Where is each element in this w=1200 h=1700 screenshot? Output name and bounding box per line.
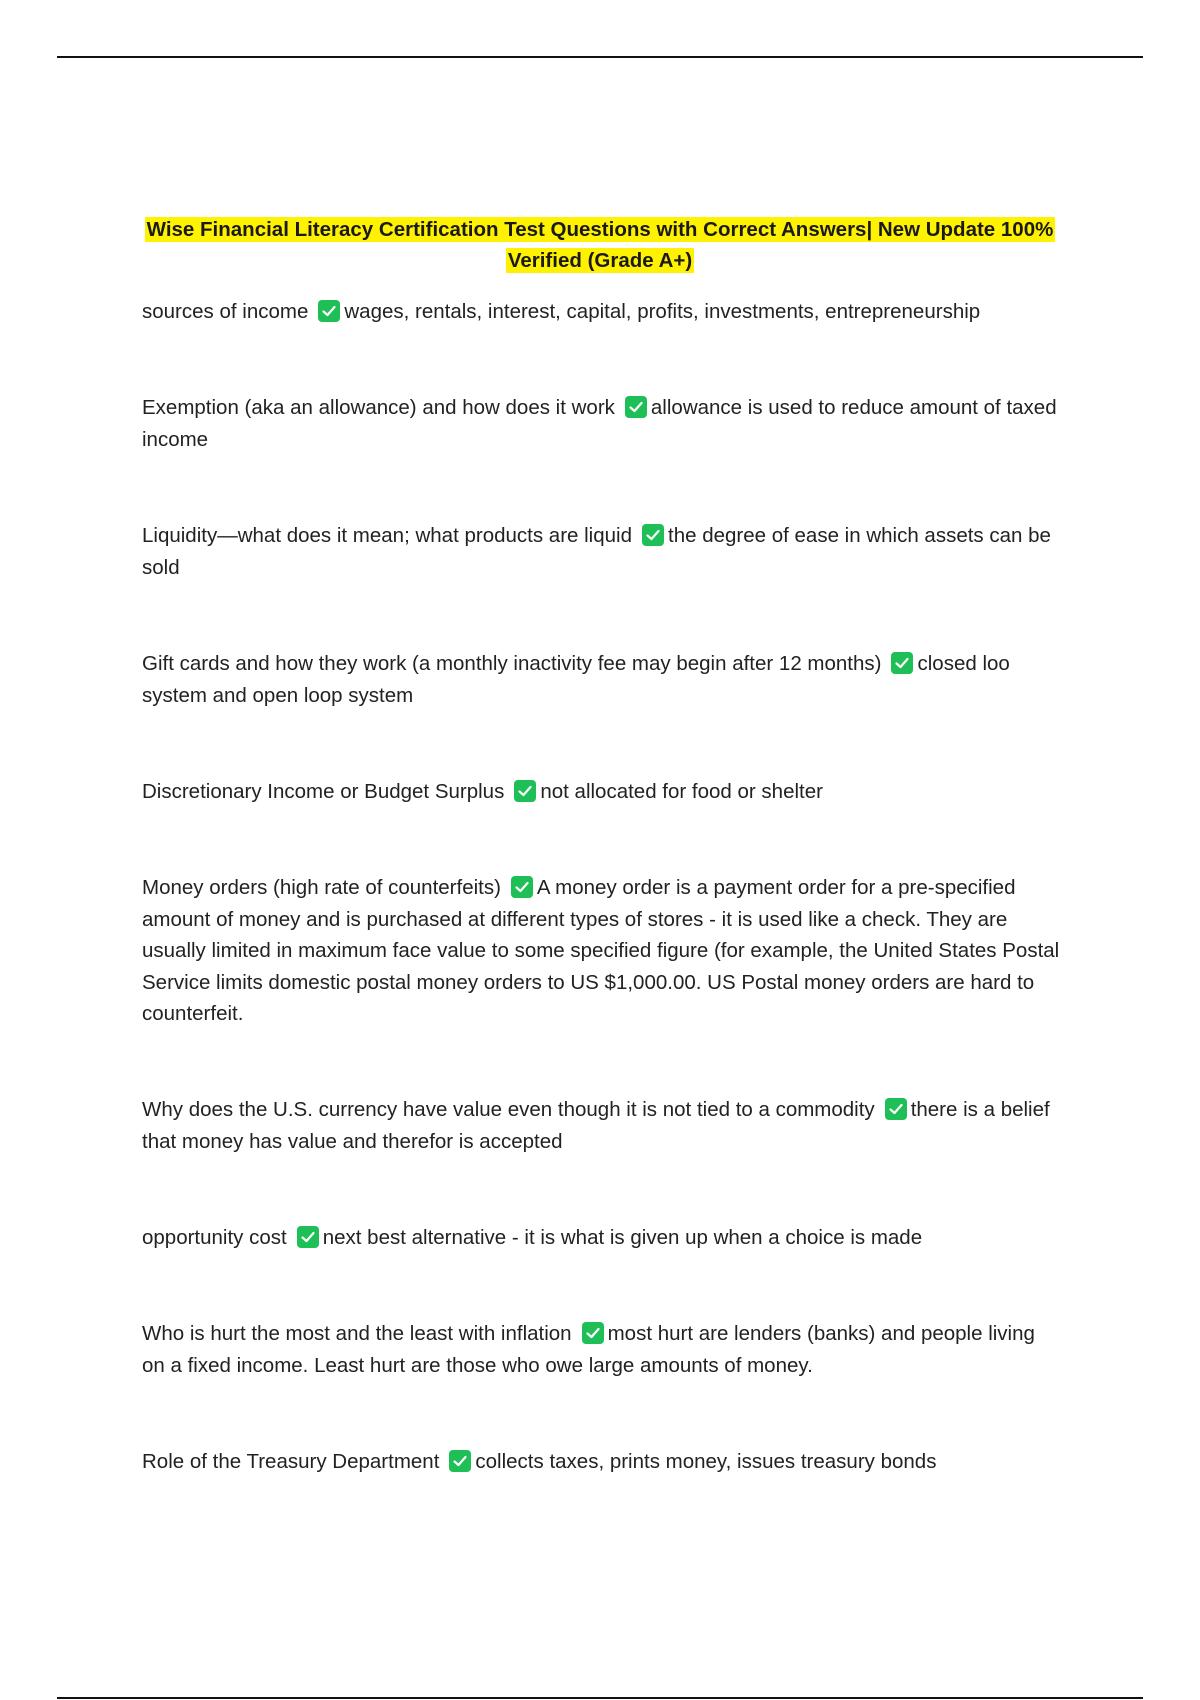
answer-text: the degree of ease in which assets can be sold — [142, 524, 1051, 579]
question-text: opportunity cost — [142, 1226, 287, 1249]
question-text: Liquidity—what does it mean; what products are liquid — [142, 524, 632, 547]
answer-text: there is a belief that money has value and therefor is accepted — [142, 1098, 1050, 1153]
check-icon — [625, 396, 647, 418]
answer-text: collects taxes, prints money, issues treasury bonds — [475, 1450, 937, 1473]
answer-text: A money order is a payment order for a pre-specified amount of money and is purchased at different types of stores - it is used like a check. They are usually limited in maximum face value to some specified figure (for example, the United States Postal Service limits domestic postal money orders to US $1,000.00. US Postal money orders are hard to counterfeit. — [142, 876, 1060, 1025]
question-text: sources of income — [142, 300, 309, 323]
qa-item — [142, 872, 1062, 1030]
document-title — [140, 214, 1060, 276]
check-icon — [449, 1450, 471, 1472]
check-icon — [885, 1098, 907, 1120]
check-icon — [642, 524, 664, 546]
qa-item — [142, 1446, 1062, 1478]
question-text: Exemption (aka an allowance) and how does it work — [142, 396, 615, 419]
check-icon — [297, 1226, 319, 1248]
answer-text: not allocated for food or shelter — [540, 780, 823, 803]
check-icon — [514, 780, 536, 802]
qa-item — [142, 1222, 1062, 1254]
qa-item — [142, 520, 1062, 583]
answer-text: wages, rentals, interest, capital, profits, investments, entrepreneurship — [344, 300, 981, 323]
question-text: Role of the Treasury Department — [142, 1450, 440, 1473]
check-icon — [318, 300, 340, 322]
answer-text: closed loo system and open loop system — [142, 652, 1010, 707]
title-line-1: Wise Financial Literacy Certification Test Questions with Correct Answers| New Update 100% — [146, 218, 1054, 241]
header-rule — [57, 56, 1143, 58]
question-text: Gift cards and how they work (a monthly inactivity fee may begin after 12 months) — [142, 652, 882, 675]
qa-item — [142, 776, 1062, 808]
answer-text: allowance is used to reduce amount of taxed income — [142, 396, 1057, 451]
footer-rule — [57, 1697, 1143, 1699]
check-icon — [511, 876, 533, 898]
question-text: Why does the U.S. currency have value even though it is not tied to a commodity — [142, 1098, 875, 1121]
qa-item — [142, 1318, 1062, 1381]
question-text: Money orders (high rate of counterfeits) — [142, 876, 501, 899]
answer-text: most hurt are lenders (banks) and people living on a fixed income. Least hurt are those who owe large amounts of money. — [142, 1322, 1035, 1377]
qa-item — [142, 648, 1062, 711]
check-icon — [582, 1322, 604, 1344]
check-icon — [891, 652, 913, 674]
answer-text: next best alternative - it is what is given up when a choice is made — [322, 1226, 923, 1249]
question-text: Who is hurt the most and the least with inflation — [142, 1322, 572, 1345]
title-line-2: Verified (Grade A+) — [507, 249, 693, 272]
qa-item — [142, 1094, 1062, 1157]
question-text: Discretionary Income or Budget Surplus — [142, 780, 505, 803]
qa-item — [142, 392, 1062, 455]
qa-item — [142, 296, 1062, 328]
